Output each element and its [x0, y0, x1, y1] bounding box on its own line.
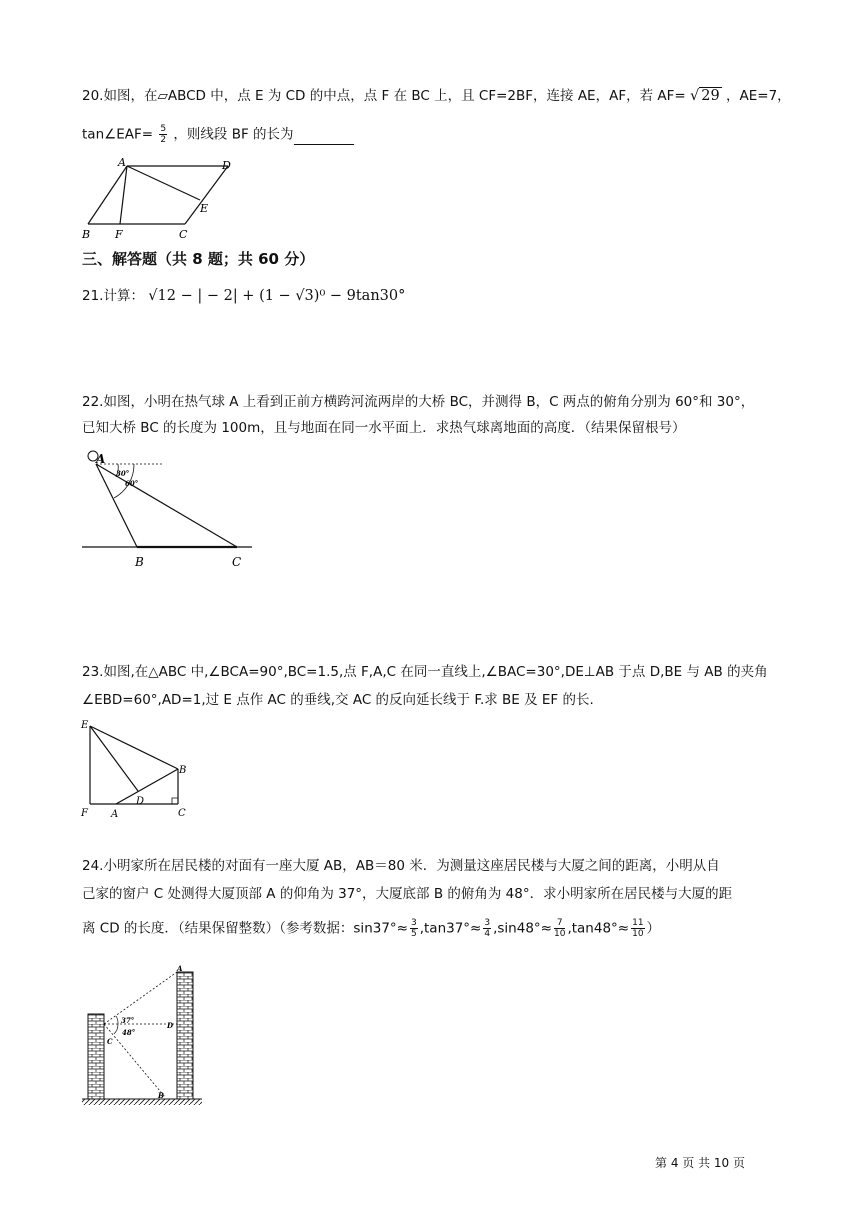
q22-line1: 22.如图，小明在热气球 A 上看到正前方横跨河流两岸的大桥 BC，并测得 B，C 两点的俯角分别为 60°和 30°，: [82, 394, 755, 410]
frac-sin48: [554, 918, 565, 939]
frac-tan48: [631, 918, 644, 939]
q22-balloon-figure: [82, 450, 262, 575]
q24-mid3: ,tan48°≈: [567, 920, 630, 937]
q21-line: [82, 286, 405, 306]
q24-buildings-figure: [80, 964, 210, 1109]
frac-tan37: [483, 918, 491, 939]
q20-label-a: A: [118, 156, 126, 169]
q20-label-d: D: [222, 159, 231, 172]
q20-sqrt: √ 29: [690, 88, 720, 104]
q24-line1: 24.小明家所在居民楼的对面有一座大厦 AB，AB＝80 米．为测量这座居民楼与大厦之间的距离，小明从自: [82, 858, 720, 874]
q20-frac-den: 2: [160, 135, 167, 145]
q24-line2: 己家的窗户 C 处测得大厦顶部 A 的仰角为 37°，大厦底部 B 的俯角为 48°．求小明家所在居民楼与大厦的距: [82, 886, 733, 902]
q24-label-d: D: [167, 1021, 174, 1030]
q20-line2-suffix: ，则线段 BF 的长为: [173, 126, 294, 143]
q24-angle-48: 48°: [122, 1028, 136, 1037]
tall-building: [177, 972, 193, 1099]
q23-triangle-figure: [78, 716, 198, 826]
q21-prefix: 21.计算：: [82, 288, 144, 304]
q20-line1: [82, 86, 791, 106]
q22-label-c: C: [232, 555, 242, 569]
frac-den: 4: [484, 929, 491, 939]
q20-line1-prefix: 20.如图，在▱ABCD 中，点 E 为 CD 的中点，点 F 在 BC 上，且 CF=2BF，连接 AE，AF，若 AF=: [82, 88, 686, 104]
q23-label-c: C: [178, 808, 186, 819]
q20-parallelogram-figure: [80, 156, 250, 241]
q21-expression: √12 − | − 2| + (1 − √3)⁰ − 9tan30°: [148, 288, 406, 304]
q24-line3-prefix: 离 CD 的长度．（结果保留整数）（参考数据：sin37°≈: [82, 920, 408, 937]
q20-label-b: B: [82, 228, 91, 241]
frac-num: 3: [410, 918, 417, 928]
q20-line1-suffix: ，AE=7，: [726, 88, 791, 104]
q20-sqrt-value: 29: [701, 88, 720, 104]
q24-label-a: A: [177, 964, 183, 973]
residential-building: [88, 1014, 104, 1099]
q22-line2: 已知大桥 BC 的长度为 100m，且与地面在同一水平面上．求热气球离地面的高度．（结果保留根号）: [82, 420, 686, 436]
q23-line2: ∠EBD=60°,AD=1,过 E 点作 AC 的垂线,交 AC 的反向延长线于 F.求 BE 及 EF 的长.: [82, 692, 594, 708]
q23-label-b: B: [179, 765, 187, 776]
frac-sin37: [410, 918, 418, 939]
q20-label-f: F: [115, 228, 123, 241]
q20-line2: [82, 124, 354, 145]
answer-blank[interactable]: [294, 130, 354, 145]
q23-label-e: E: [81, 720, 89, 731]
q20-frac-num: 5: [160, 124, 167, 134]
q24-mid2: ,sin48°≈: [493, 920, 552, 937]
q23-line1: 23.如图,在△ABC 中,∠BCA=90°,BC=1.5,点 F,A,C 在同一直线上,∠BAC=30°,DE⊥AB 于点 D,BE 与 AB 的夹角: [82, 664, 768, 680]
q23-label-a: A: [111, 809, 119, 820]
ground: [82, 1099, 202, 1105]
q20-label-c: C: [179, 228, 188, 241]
q24-line3: [82, 918, 660, 939]
section-title: 三、解答题（共 8 题；共 60 分）: [82, 250, 315, 268]
q22-angle-60: 60°: [125, 479, 139, 488]
q20-label-e: E: [200, 202, 209, 215]
frac-num: 11: [632, 918, 644, 928]
q22-label-b: B: [135, 555, 144, 569]
q23-label-d: D: [136, 796, 145, 807]
frac-den: 10: [553, 929, 566, 939]
q20-fraction: [159, 124, 167, 145]
q22-label-a: A: [96, 452, 106, 466]
frac-num: 7: [554, 918, 565, 929]
page-footer: 第 4 页 共 10 页: [655, 1156, 745, 1170]
q24-mid1: ,tan37°≈: [419, 920, 482, 937]
q23-label-f: F: [81, 808, 88, 819]
frac-num: 3: [484, 918, 491, 928]
frac-den: 10: [632, 929, 644, 939]
q24-angle-37: 37°: [121, 1016, 135, 1025]
frac-den: 5: [410, 929, 417, 939]
q24-label-b: B: [158, 1091, 164, 1100]
q24-label-c: C: [107, 1037, 113, 1046]
q22-angle-30: 30°: [116, 469, 130, 478]
q24-line3-suffix: ）: [646, 920, 661, 937]
q20-line2-prefix: tan∠EAF=: [82, 126, 154, 143]
